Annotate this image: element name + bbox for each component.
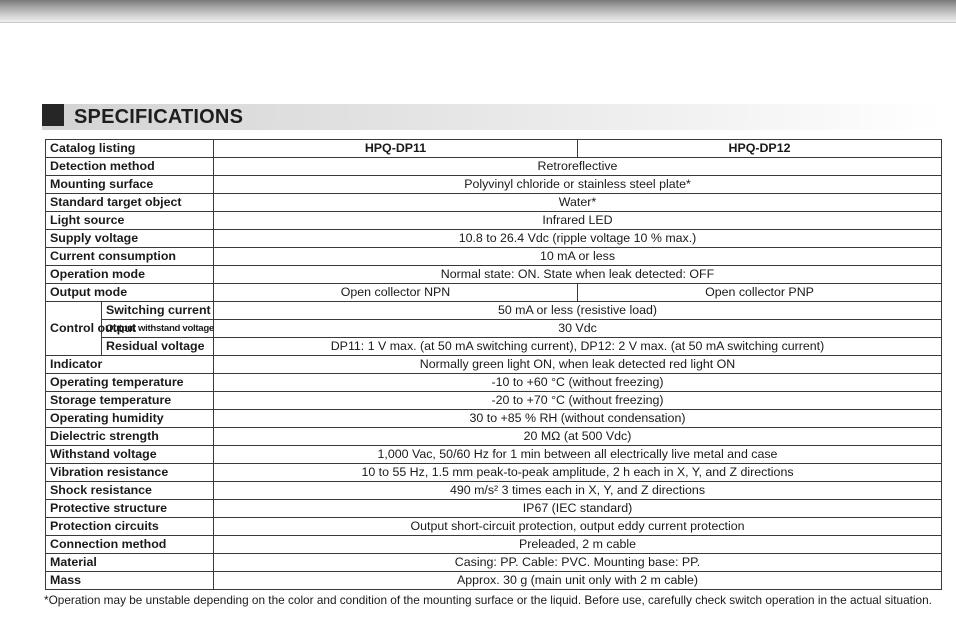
row-label: Output mode <box>46 284 214 302</box>
row-value: 30 to +85 % RH (without condensation) <box>214 410 942 428</box>
row-value: Normal state: ON. State when leak detected: OFF <box>214 266 942 284</box>
table-row <box>46 554 942 572</box>
row-label: Operating temperature <box>46 374 214 392</box>
table-row <box>46 176 942 194</box>
output-mode-dp11: Open collector NPN <box>214 284 578 302</box>
model-dp11-header: HPQ-DP11 <box>214 140 578 158</box>
table-row <box>46 482 942 500</box>
row-value: 30 Vdc <box>214 320 942 338</box>
row-label: Vibration resistance <box>46 464 214 482</box>
table-row-output-mode <box>46 284 942 302</box>
table-row <box>46 212 942 230</box>
row-label: Current consumption <box>46 248 214 266</box>
row-value: 490 m/s² 3 times each in X, Y, and Z directions <box>214 482 942 500</box>
row-label: Supply voltage <box>46 230 214 248</box>
table-row <box>46 464 942 482</box>
row-value: Infrared LED <box>214 212 942 230</box>
section-heading <box>42 104 942 130</box>
row-value: 1,000 Vac, 50/60 Hz for 1 min between all electrically live metal and case <box>214 446 942 464</box>
table-row <box>46 536 942 554</box>
table-row <box>46 194 942 212</box>
row-label: Shock resistance <box>46 482 214 500</box>
specifications-table <box>45 139 942 590</box>
row-value: 10 mA or less <box>214 248 942 266</box>
row-value: Approx. 30 g (main unit only with 2 m cable) <box>214 572 942 590</box>
row-label: Mass <box>46 572 214 590</box>
table-row <box>46 428 942 446</box>
row-label: Detection method <box>46 158 214 176</box>
row-label: Indicator <box>46 356 214 374</box>
heading-square-icon <box>42 104 64 126</box>
row-label: Connection method <box>46 536 214 554</box>
row-value: IP67 (IEC standard) <box>214 500 942 518</box>
row-value: DP11: 1 V max. (at 50 mA switching current), DP12: 2 V max. (at 50 mA switching current) <box>214 338 942 356</box>
row-value: 10 to 55 Hz, 1.5 mm peak-to-peak amplitude, 2 h each in X, Y, and Z directions <box>214 464 942 482</box>
row-label: Withstand voltage <box>46 446 214 464</box>
row-value: Polyvinyl chloride or stainless steel plate* <box>214 176 942 194</box>
table-row <box>46 518 942 536</box>
row-label: Standard target object <box>46 194 214 212</box>
top-gradient-bar <box>0 0 956 23</box>
control-output-group-label: Control output <box>46 302 102 356</box>
row-label: Protective structure <box>46 500 214 518</box>
row-value: -20 to +70 °C (without freezing) <box>214 392 942 410</box>
row-value: Casing: PP. Cable: PVC. Mounting base: PP. <box>214 554 942 572</box>
table-row <box>46 410 942 428</box>
row-value: Output short-circuit protection, output eddy current protection <box>214 518 942 536</box>
table-row <box>46 572 942 590</box>
row-label: Storage temperature <box>46 392 214 410</box>
row-label: Catalog listing <box>46 140 214 158</box>
footnote: *Operation may be unstable depending on the color and condition of the mounting surface or the liquid. Before use, carefully check switch operation in the actual situation. <box>44 593 932 607</box>
row-label: Dielectric strength <box>46 428 214 446</box>
table-row <box>46 230 942 248</box>
table-row <box>46 446 942 464</box>
table-row <box>46 500 942 518</box>
sub-row-label: Residual voltage <box>102 338 214 356</box>
table-row <box>46 392 942 410</box>
row-label: Operation mode <box>46 266 214 284</box>
row-label: Operating humidity <box>46 410 214 428</box>
table-row-catalog <box>46 140 942 158</box>
output-mode-dp12: Open collector PNP <box>578 284 942 302</box>
row-value: Retroreflective <box>214 158 942 176</box>
table-row-control-output <box>46 338 942 356</box>
sub-row-label: Output withstand voltage <box>102 320 214 338</box>
row-value: 50 mA or less (resistive load) <box>214 302 942 320</box>
row-label: Mounting surface <box>46 176 214 194</box>
row-value: 20 MΩ (at 500 Vdc) <box>214 428 942 446</box>
model-dp12-header: HPQ-DP12 <box>578 140 942 158</box>
sub-row-label: Switching current <box>102 302 214 320</box>
row-label: Material <box>46 554 214 572</box>
row-value: Water* <box>214 194 942 212</box>
heading-title: SPECIFICATIONS <box>74 106 244 128</box>
table-row <box>46 158 942 176</box>
table-row <box>46 374 942 392</box>
row-label: Protection circuits <box>46 518 214 536</box>
row-value: -10 to +60 °C (without freezing) <box>214 374 942 392</box>
table-row <box>46 356 942 374</box>
row-value: Normally green light ON, when leak detected red light ON <box>214 356 942 374</box>
table-row-control-output <box>46 302 942 320</box>
row-label: Light source <box>46 212 214 230</box>
row-value: Preleaded, 2 m cable <box>214 536 942 554</box>
table-row <box>46 248 942 266</box>
table-row-control-output <box>46 320 942 338</box>
table-row <box>46 266 942 284</box>
row-value: 10.8 to 26.4 Vdc (ripple voltage 10 % max.) <box>214 230 942 248</box>
